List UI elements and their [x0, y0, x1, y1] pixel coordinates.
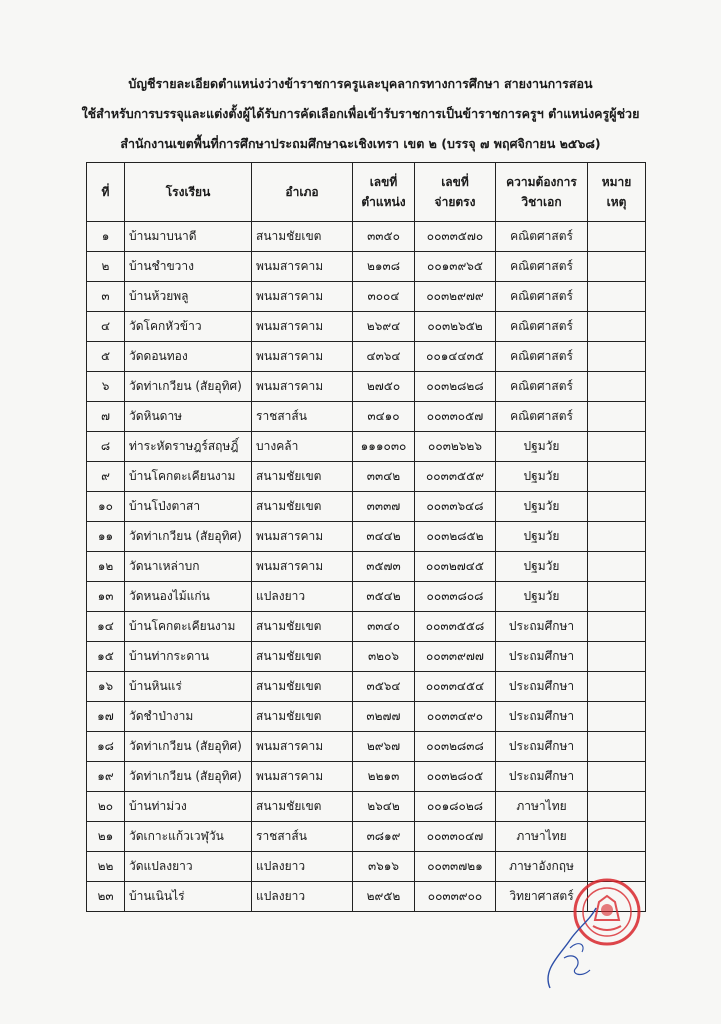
cell-major: ภาษาไทย	[496, 792, 588, 822]
table-row	[87, 552, 646, 582]
table-row	[87, 792, 646, 822]
cell-remark	[588, 312, 646, 342]
cell-no: ๔	[87, 312, 125, 342]
table-row	[87, 582, 646, 612]
cell-district: พนมสารคาม	[252, 552, 353, 582]
cell-school: บ้านเนินไร่	[125, 882, 252, 912]
cell-district: สนามชัยเขต	[252, 672, 353, 702]
cell-pay-no: ๐๐๓๓๕๕๘	[415, 612, 496, 642]
cell-school: บ้านท่ากระดาน	[125, 642, 252, 672]
table-row	[87, 522, 646, 552]
cell-school: บ้านโป่งตาสา	[125, 492, 252, 522]
table-row	[87, 252, 646, 282]
vacancy-table	[86, 162, 646, 912]
cell-school: วัดท่าเกวียน (สัยอุทิศ)	[125, 522, 252, 552]
cell-position-no: ๑๑๑๐๓๐	[353, 432, 415, 462]
header-district: อำเภอ	[252, 163, 353, 222]
title-line-3: สำนักงานเขตพื้นที่การศึกษาประถมศึกษาฉะเชิงเทรา เขต ๒ (บรรจุ ๗ พฤศจิกายน ๒๕๖๘)	[120, 136, 601, 151]
cell-school: ท่าระหัดราษฎร์สฤษฎิ์	[125, 432, 252, 462]
table-row	[87, 492, 646, 522]
cell-remark	[588, 552, 646, 582]
cell-school: วัดท่าเกวียน (สัยอุทิศ)	[125, 732, 252, 762]
cell-no: ๒	[87, 252, 125, 282]
cell-remark	[588, 252, 646, 282]
cell-pay-no: ๐๐๓๓๐๕๗	[415, 402, 496, 432]
table-row	[87, 702, 646, 732]
header-major-line2: วิชาเอก	[521, 195, 562, 209]
cell-pay-no: ๐๐๓๓๙๐๐	[415, 882, 496, 912]
cell-school: บ้านหินแร่	[125, 672, 252, 702]
cell-district: พนมสารคาม	[252, 522, 353, 552]
cell-pay-no: ๐๐๓๓๖๔๘	[415, 492, 496, 522]
cell-pay-no: ๐๐๓๒๘๕๒	[415, 522, 496, 552]
cell-pay-no: ๐๐๓๒๘๓๘	[415, 732, 496, 762]
cell-district: สนามชัยเขต	[252, 462, 353, 492]
cell-no: ๑๔	[87, 612, 125, 642]
cell-no: ๒๑	[87, 822, 125, 852]
cell-major: ประถมศึกษา	[496, 672, 588, 702]
cell-district: พนมสารคาม	[252, 732, 353, 762]
cell-school: วัดโคกหัวข้าว	[125, 312, 252, 342]
table-row	[87, 282, 646, 312]
cell-major: คณิตศาสตร์	[496, 342, 588, 372]
cell-pay-no: ๐๐๓๒๘๐๕	[415, 762, 496, 792]
cell-remark	[588, 492, 646, 522]
cell-pay-no: ๐๐๓๓๔๕๔	[415, 672, 496, 702]
cell-district: แปลงยาว	[252, 852, 353, 882]
cell-position-no: ๓๖๑๖	[353, 852, 415, 882]
cell-pay-no: ๐๐๓๓๕๗๐	[415, 222, 496, 252]
cell-major: ปฐมวัย	[496, 432, 588, 462]
cell-school: วัดเกาะแก้วเวฬุวัน	[125, 822, 252, 852]
cell-no: ๓	[87, 282, 125, 312]
cell-no: ๑๗	[87, 702, 125, 732]
cell-no: ๖	[87, 372, 125, 402]
cell-remark	[588, 732, 646, 762]
cell-major: คณิตศาสตร์	[496, 252, 588, 282]
cell-major: ปฐมวัย	[496, 582, 588, 612]
table-row	[87, 732, 646, 762]
cell-no: ๗	[87, 402, 125, 432]
cell-position-no: ๓๔๔๒	[353, 522, 415, 552]
cell-pay-no: ๐๐๓๒๗๔๕	[415, 552, 496, 582]
cell-school: วัดท่าเกวียน (สัยอุทิศ)	[125, 372, 252, 402]
cell-remark	[588, 702, 646, 732]
header-position-no	[353, 163, 415, 222]
table-row	[87, 312, 646, 342]
cell-pay-no: ๐๐๑๓๙๖๕	[415, 252, 496, 282]
table-row	[87, 852, 646, 882]
cell-major: วิทยาศาสตร์	[496, 882, 588, 912]
cell-position-no: ๓๘๑๙	[353, 822, 415, 852]
cell-pay-no: ๐๐๓๓๗๒๑	[415, 852, 496, 882]
cell-pay-no: ๐๐๑๔๔๓๕	[415, 342, 496, 372]
table-row	[87, 402, 646, 432]
cell-pay-no: ๐๐๑๘๐๒๘	[415, 792, 496, 822]
cell-remark	[588, 222, 646, 252]
header-remark-line1: หมาย	[601, 175, 632, 189]
header-position-no-line2: ตำแหน่ง	[361, 195, 406, 209]
cell-major: คณิตศาสตร์	[496, 222, 588, 252]
cell-no: ๑	[87, 222, 125, 252]
header-pay-no-line1: เลขที่	[441, 175, 469, 189]
cell-position-no: ๓๓๔๐	[353, 612, 415, 642]
cell-position-no: ๒๗๕๐	[353, 372, 415, 402]
cell-pay-no: ๐๐๓๓๔๙๐	[415, 702, 496, 732]
cell-school: บ้านห้วยพลู	[125, 282, 252, 312]
cell-school: บ้านท่าม่วง	[125, 792, 252, 822]
cell-major: คณิตศาสตร์	[496, 282, 588, 312]
table-row	[87, 762, 646, 792]
cell-district: สนามชัยเขต	[252, 492, 353, 522]
header-position-no-line1: เลขที่	[369, 175, 398, 189]
cell-position-no: ๒๙๕๒	[353, 882, 415, 912]
cell-remark	[588, 672, 646, 702]
cell-school: บ้านชำขวาง	[125, 252, 252, 282]
signature-scribble	[530, 900, 610, 995]
cell-position-no: ๓๒๗๗	[353, 702, 415, 732]
cell-remark	[588, 792, 646, 822]
cell-no: ๒๒	[87, 852, 125, 882]
cell-position-no: ๓๕๔๒	[353, 582, 415, 612]
cell-district: สนามชัยเขต	[252, 222, 353, 252]
cell-no: ๑๓	[87, 582, 125, 612]
header-major-line1: ความต้องการ	[506, 175, 577, 189]
cell-district: พนมสารคาม	[252, 762, 353, 792]
cell-district: สนามชัยเขต	[252, 642, 353, 672]
cell-no: ๑๘	[87, 732, 125, 762]
cell-position-no: ๓๒๐๖	[353, 642, 415, 672]
table-row	[87, 462, 646, 492]
cell-position-no: ๒๖๔๒	[353, 792, 415, 822]
header-remark	[588, 163, 646, 222]
cell-pay-no: ๐๐๓๒๙๗๙	[415, 282, 496, 312]
header-pay-no-line2: จ่ายตรง	[434, 195, 476, 209]
cell-school: วัดแปลงยาว	[125, 852, 252, 882]
cell-no: ๘	[87, 432, 125, 462]
cell-district: สนามชัยเขต	[252, 702, 353, 732]
title-line-1: บัญชีรายละเอียดตำแหน่งว่างข้าราชการครูและบุคลากรทางการศึกษา สายงานการสอน	[128, 76, 593, 91]
cell-position-no: ๒๒๑๓	[353, 762, 415, 792]
table-row	[87, 342, 646, 372]
cell-no: ๒๐	[87, 792, 125, 822]
cell-district: พนมสารคาม	[252, 252, 353, 282]
cell-district: สนามชัยเขต	[252, 792, 353, 822]
cell-district: พนมสารคาม	[252, 282, 353, 312]
cell-no: ๑๙	[87, 762, 125, 792]
table-header-row	[87, 163, 646, 222]
cell-district: แปลงยาว	[252, 882, 353, 912]
cell-no: ๑๕	[87, 642, 125, 672]
cell-remark	[588, 612, 646, 642]
cell-major: ปฐมวัย	[496, 522, 588, 552]
cell-pay-no: ๐๐๓๒๘๒๘	[415, 372, 496, 402]
cell-district: พนมสารคาม	[252, 342, 353, 372]
cell-position-no: ๓๕๗๓	[353, 552, 415, 582]
cell-remark	[588, 282, 646, 312]
cell-position-no: ๓๓๕๐	[353, 222, 415, 252]
cell-school: วัดท่าเกวียน (สัยอุทิศ)	[125, 762, 252, 792]
cell-pay-no: ๐๐๓๓๙๗๗	[415, 642, 496, 672]
cell-position-no: ๒๙๖๗	[353, 732, 415, 762]
header-major	[496, 163, 588, 222]
cell-remark	[588, 822, 646, 852]
cell-remark	[588, 582, 646, 612]
cell-pay-no: ๐๐๓๒๖๒๖	[415, 432, 496, 462]
cell-district: พนมสารคาม	[252, 372, 353, 402]
table-row	[87, 372, 646, 402]
cell-pay-no: ๐๐๓๓๕๕๙	[415, 462, 496, 492]
cell-position-no: ๓๐๐๔	[353, 282, 415, 312]
cell-remark	[588, 762, 646, 792]
cell-school: วัดชำป่างาม	[125, 702, 252, 732]
cell-pay-no: ๐๐๓๒๖๕๒	[415, 312, 496, 342]
cell-no: ๑๒	[87, 552, 125, 582]
cell-remark	[588, 462, 646, 492]
cell-school: วัดนาเหล่าบก	[125, 552, 252, 582]
header-school: โรงเรียน	[125, 163, 252, 222]
cell-position-no: ๒๑๓๘	[353, 252, 415, 282]
cell-major: ประถมศึกษา	[496, 612, 588, 642]
cell-major: ประถมศึกษา	[496, 702, 588, 732]
cell-remark	[588, 432, 646, 462]
cell-major: ปฐมวัย	[496, 492, 588, 522]
cell-position-no: ๓๓๔๒	[353, 462, 415, 492]
header-remark-line2: เหตุ	[606, 195, 627, 209]
cell-school: บ้านโคกตะเคียนงาม	[125, 612, 252, 642]
cell-major: ภาษาไทย	[496, 822, 588, 852]
cell-school: วัดหินดาษ	[125, 402, 252, 432]
cell-district: แปลงยาว	[252, 582, 353, 612]
table-row	[87, 642, 646, 672]
cell-pay-no: ๐๐๓๓๘๐๘	[415, 582, 496, 612]
cell-school: วัดดอนทอง	[125, 342, 252, 372]
header-no: ที่	[87, 163, 125, 222]
cell-position-no: ๓๓๓๗	[353, 492, 415, 522]
header-pay-no	[415, 163, 496, 222]
cell-remark	[588, 522, 646, 552]
cell-district: บางคล้า	[252, 432, 353, 462]
cell-major: ประถมศึกษา	[496, 642, 588, 672]
table-row	[87, 222, 646, 252]
table-row	[87, 612, 646, 642]
cell-district: ราชสาส์น	[252, 822, 353, 852]
table-row	[87, 672, 646, 702]
cell-position-no: ๔๓๖๔	[353, 342, 415, 372]
cell-no: ๕	[87, 342, 125, 372]
cell-district: พนมสารคาม	[252, 312, 353, 342]
cell-major: ประถมศึกษา	[496, 732, 588, 762]
cell-major: คณิตศาสตร์	[496, 402, 588, 432]
cell-district: ราชสาส์น	[252, 402, 353, 432]
cell-no: ๙	[87, 462, 125, 492]
cell-remark	[588, 342, 646, 372]
cell-pay-no: ๐๐๓๓๐๔๗	[415, 822, 496, 852]
cell-major: ประถมศึกษา	[496, 762, 588, 792]
table-body	[87, 222, 646, 912]
cell-major: ภาษาอังกฤษ	[496, 852, 588, 882]
cell-no: ๒๓	[87, 882, 125, 912]
cell-position-no: ๓๕๖๔	[353, 672, 415, 702]
cell-school: วัดหนองไม้แก่น	[125, 582, 252, 612]
cell-no: ๑๑	[87, 522, 125, 552]
table-row	[87, 432, 646, 462]
cell-school: บ้านมาบนาดี	[125, 222, 252, 252]
cell-remark	[588, 642, 646, 672]
table-row	[87, 822, 646, 852]
cell-position-no: ๓๔๑๐	[353, 402, 415, 432]
cell-major: คณิตศาสตร์	[496, 372, 588, 402]
cell-position-no: ๒๖๙๔	[353, 312, 415, 342]
cell-remark	[588, 372, 646, 402]
cell-no: ๑๐	[87, 492, 125, 522]
cell-district: สนามชัยเขต	[252, 612, 353, 642]
cell-major: ปฐมวัย	[496, 552, 588, 582]
cell-no: ๑๖	[87, 672, 125, 702]
cell-major: ปฐมวัย	[496, 462, 588, 492]
title-line-2: ใช้สำหรับการบรรจุและแต่งตั้งผู้ได้รับการคัดเลือกเพื่อเข้ารับราชการเป็นข้าราชการครูฯ ตำแหน่งครูผู้ช่วย	[81, 106, 640, 121]
cell-major: คณิตศาสตร์	[496, 312, 588, 342]
cell-remark	[588, 402, 646, 432]
cell-school: บ้านโคกตะเคียนงาม	[125, 462, 252, 492]
